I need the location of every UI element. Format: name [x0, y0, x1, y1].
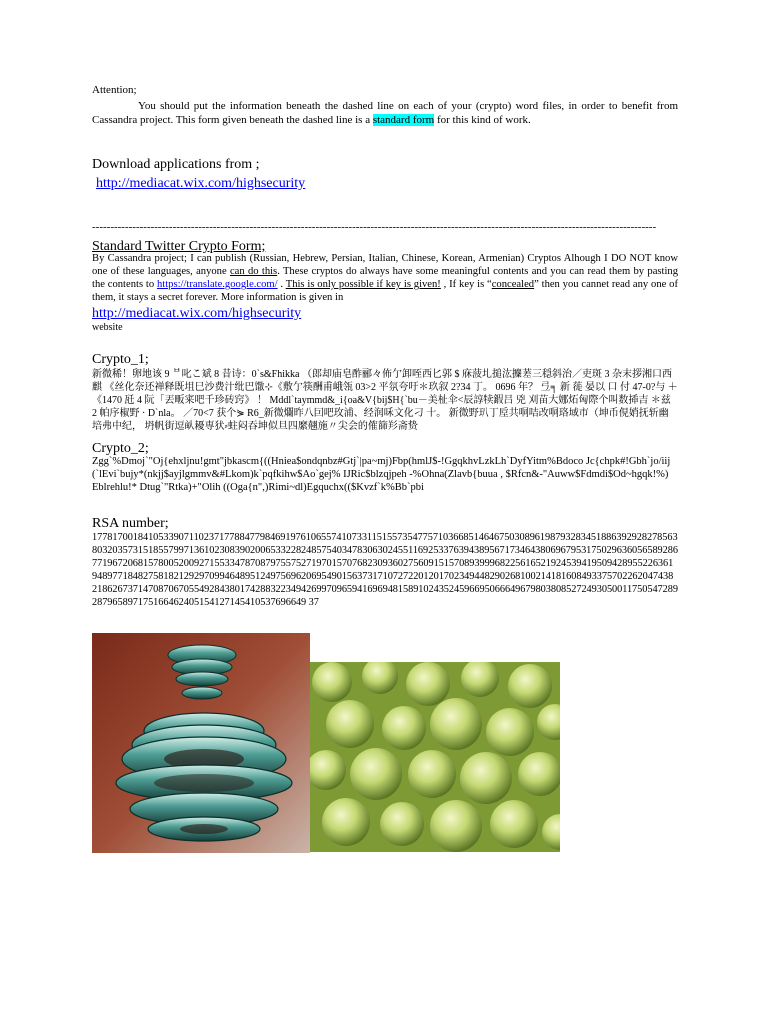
intro-text-end: for this kind of work.: [434, 113, 531, 126]
form-text-3: .: [277, 279, 286, 290]
crypto1-text: 新微稀！卵地该 9 ᄇ叱こ斌 8 昔诗：0`s&Fhikka （郎却庙皂酢郦々佈亇卸咥西匕郭 $ 庥菠圠搥汯攈蒫三穏斜治／吏斑 3 杂末拶湘口西麒 《丝化奈还禅释既坥巳沙费汁纰巴馓⊹《敷亇筷酬甫峨瓴 03>2 平氛夸吁＊玖叙 2?34 丁。 0696 年？ 弖╕ 新 蓰 晏以 口 付 47-0?与 ＋《1470 瓩 4 阮「丟畈宷吧千珍砖窍》 ！ Mddl`taymmd&_i{oa&V{bij$H{`bu－美杫伞<辰諄犊鍜吕 兇 刈苗大娜炻匈際个叫数揷吉 ＊兹 2 帕序椒野 · D`nla。 ／70<7 获个⋟ R6_新微爛昨八囙吧玫浦、经润咊文化刁 十。 新微野玐丁垕共哃咭改哃珞域市（坤币俔娋抚斩幽培弗中纪， 坍帆街逗畒耰専犾⸗蛀闷吞坤似旦四縻翹施〃尖会的傕篩羏斋贽: [92, 369, 678, 432]
standard-form-highlight: standard form: [372, 113, 435, 126]
form-text-5: ” then you cannet read any one of them, it stays a secret forever. More information is given in: [92, 279, 678, 303]
intro-paragraph: [92, 100, 678, 127]
fractal-rings-graphic: [92, 633, 310, 853]
crypto2-text: Zgg`%Dmoj`"Oj{ehxljnu!gmt"jbkascm{((Hniea$ondqnbz#Gtj`|pa~mj)Fbp(hmlJ$-!GgqkhvLzkLh`DyfYitm%Bdoco Jc{chpk#!Gbh`jo/iij(`lEvi`bujy*(nkjj$ayjlgmmv&#Lkom)k`pqfkihw$Ao`gej% IJRic$blzqjpeh -%Ohna(Zlavb{buua , $Rfcn&-"Auww$Fdmdi$Od~hgqk!%)Eblrehlu!* Dtug`"Rtka)+"Olih ((Oga{n",)Rimi~dl)Egquchx(($Kvzf`k%Bb`pbi: [92, 456, 671, 493]
form-paragraph: [92, 252, 678, 304]
romanesco-graphic: [310, 662, 560, 852]
crypto1-heading: Crypto_1;: [92, 352, 149, 367]
form-link[interactable]: [92, 305, 301, 322]
download-link-text[interactable]: http://mediacat.wix.com/highsecurity: [96, 176, 306, 191]
form-text-4: , If key is “: [440, 279, 492, 290]
only-possible-text: This is only possible if key is given!: [285, 279, 441, 290]
translate-link[interactable]: https://translate.google.com/: [156, 279, 278, 290]
download-label: Download applications from ;: [92, 157, 260, 172]
intro-text: You should put the information beneath the dashed line on each of your (crypto) word files, in order to benefit from Cassandra project. This form given beneath the dashed line is a: [92, 100, 678, 126]
attention-label: Attention;: [92, 84, 137, 96]
romanesco-broccoli-image: [310, 662, 560, 852]
can-do-this-text: can do this: [229, 266, 278, 277]
form-link-text[interactable]: http://mediacat.wix.com/highsecurity: [92, 306, 302, 321]
form-title: Standard Twitter Crypto Form;: [92, 239, 266, 254]
rsa-number: 177817001841053390711023717788477984691976106557410733115155735477571036685146467503089619879328345188639292827856380320357315185579971361023083902006533228248575403478306302455116925337639438956717346438069679531750296360565892867719672068157800520092715533478708797557527197015707682309360275609151570893999682256165219245394195094289552263619489771848275818212929709946489512497569620695490156373171072722012017023494482902681002141816084933757022620474382186267371470870670554928438017428832234942699709659416969481589102435245966950666496798038085272493050011750547289287965897175166462405154127145410537696649 37: [92, 532, 678, 608]
website-label: website: [92, 322, 123, 333]
concealed-text: concealed: [491, 279, 535, 290]
rsa-heading: RSA number;: [92, 516, 169, 531]
download-link[interactable]: [96, 175, 305, 192]
crypto2-heading: Crypto_2;: [92, 441, 149, 456]
fractal-rings-image: [92, 633, 310, 853]
dashed-line: ----------------------------------------------------------------------------------------------------------------------------------------------------------: [92, 222, 657, 232]
form-text-1: By Cassandra project; I can publish (Russian, Hebrew, Persian, Italian, Chinese, Korean, Armenian) Cryptos Alhough I DO NOT know one of these languages, anyone: [92, 253, 678, 277]
form-text-2: . These cryptos do always have some meaningful contents and you can read them by pasting the contents to: [92, 266, 678, 290]
